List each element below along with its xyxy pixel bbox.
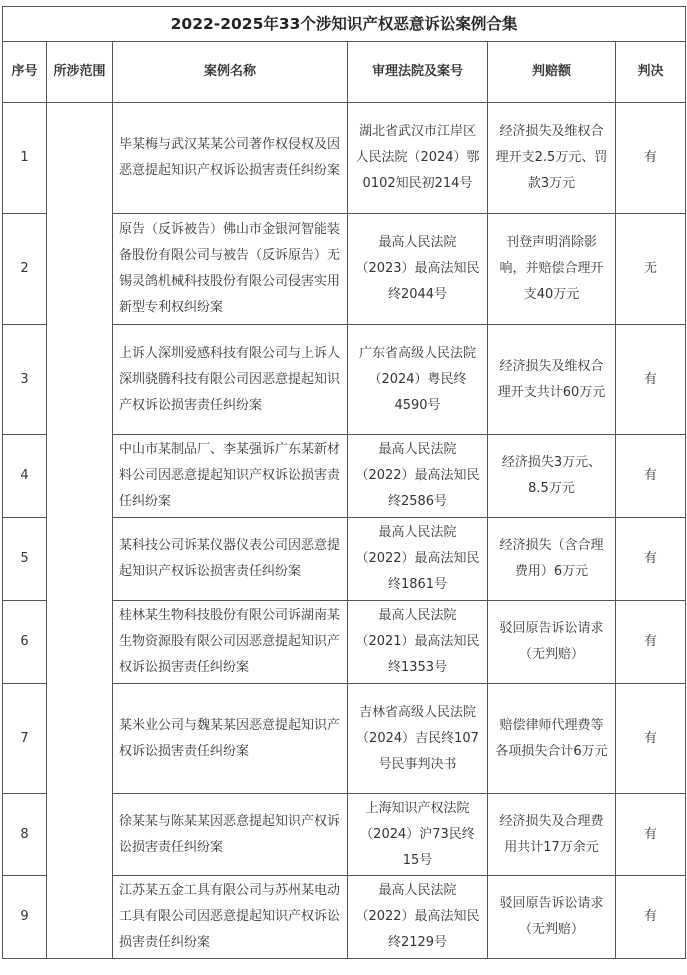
case-name: 上诉人深圳爱感科技有限公司与上诉人深圳骁腾科技有限公司因恶意提起知识产权诉讼损害责任纠纷案 [113,325,348,435]
ruling: 有 [616,103,686,214]
row-number: 3 [3,325,47,435]
row-number: 5 [3,518,47,601]
ruling: 有 [616,794,686,876]
award-amount: 经济损失3万元、8.5万元 [488,435,616,518]
ruling: 无 [616,214,686,325]
header-court: 审理法院及案号 [348,42,488,103]
header-scope: 所涉范围 [47,42,113,103]
award-amount: 经济损失及维权合理开支共计60万元 [488,325,616,435]
header-row [3,42,686,103]
court-and-case-number: 最高人民法院（2022）最高法知民终2586号 [348,435,488,518]
table-title: 2022-2025年33个涉知识产权恶意诉讼案例合集 [3,7,686,42]
ruling: 有 [616,435,686,518]
court-and-case-number: 最高人民法院（2022）最高法知民终1861号 [348,518,488,601]
case-name: 某米业公司与魏某某因恶意提起知识产权诉讼损害责任纠纷案 [113,684,348,794]
header-no: 序号 [3,42,47,103]
case-name: 原告（反诉被告）佛山市金银河智能装备股份有限公司与被告（反诉原告）无锡灵鸽机械科技股份有限公司侵害实用新型专利权纠纷案 [113,214,348,325]
ruling: 有 [616,601,686,684]
ruling: 有 [616,876,686,959]
row-number: 7 [3,684,47,794]
award-amount: 驳回原告诉讼请求（无判赔） [488,601,616,684]
scope-cell [47,103,113,959]
case-table [2,6,686,959]
award-amount: 经济损失及维权合理开支2.5万元、罚款3万元 [488,103,616,214]
row-number: 1 [3,103,47,214]
case-name: 毕某梅与武汉某某公司著作权侵权及因恶意提起知识产权诉讼损害责任纠纷案 [113,103,348,214]
case-name: 某科技公司诉某仪器仪表公司因恶意提起知识产权诉讼损害责任纠纷案 [113,518,348,601]
row-number: 2 [3,214,47,325]
table-row [3,103,686,214]
court-and-case-number: 吉林省高级人民法院（2024）吉民终107号民事判决书 [348,684,488,794]
case-name: 中山市某制品厂、李某强诉广东某新材料公司因恶意提起知识产权诉讼损害责任纠纷案 [113,435,348,518]
ruling: 有 [616,325,686,435]
case-name: 徐某某与陈某某因恶意提起知识产权诉讼损害责任纠纷案 [113,794,348,876]
court-and-case-number: 最高人民法院（2021）最高法知民终1353号 [348,601,488,684]
award-amount: 赔偿律师代理费等各项损失合计6万元 [488,684,616,794]
award-amount: 驳回原告诉讼请求（无判赔） [488,876,616,959]
court-and-case-number: 最高人民法院（2023）最高法知民终2044号 [348,214,488,325]
award-amount: 刊登声明消除影响，并赔偿合理开支40万元 [488,214,616,325]
ruling: 有 [616,518,686,601]
award-amount: 经济损失（含合理费用）6万元 [488,518,616,601]
header-ruling: 判决 [616,42,686,103]
header-award: 判赔额 [488,42,616,103]
header-case-name: 案例名称 [113,42,348,103]
court-and-case-number: 上海知识产权法院（2024）沪73民终15号 [348,794,488,876]
award-amount: 经济损失及合理费用共计17万余元 [488,794,616,876]
case-name: 江苏某五金工具有限公司与苏州某电动工具有限公司因恶意提起知识产权诉讼损害责任纠纷案 [113,876,348,959]
row-number: 6 [3,601,47,684]
court-and-case-number: 湖北省武汉市江岸区人民法院（2024）鄂0102知民初214号 [348,103,488,214]
ruling: 有 [616,684,686,794]
case-name: 桂林某生物科技股份有限公司诉湖南某生物资源股有限公司因恶意提起知识产权诉讼损害责任纠纷案 [113,601,348,684]
court-and-case-number: 最高人民法院（2022）最高法知民终2129号 [348,876,488,959]
row-number: 9 [3,876,47,959]
court-and-case-number: 广东省高级人民法院（2024）粤民终4590号 [348,325,488,435]
row-number: 4 [3,435,47,518]
row-number: 8 [3,794,47,876]
